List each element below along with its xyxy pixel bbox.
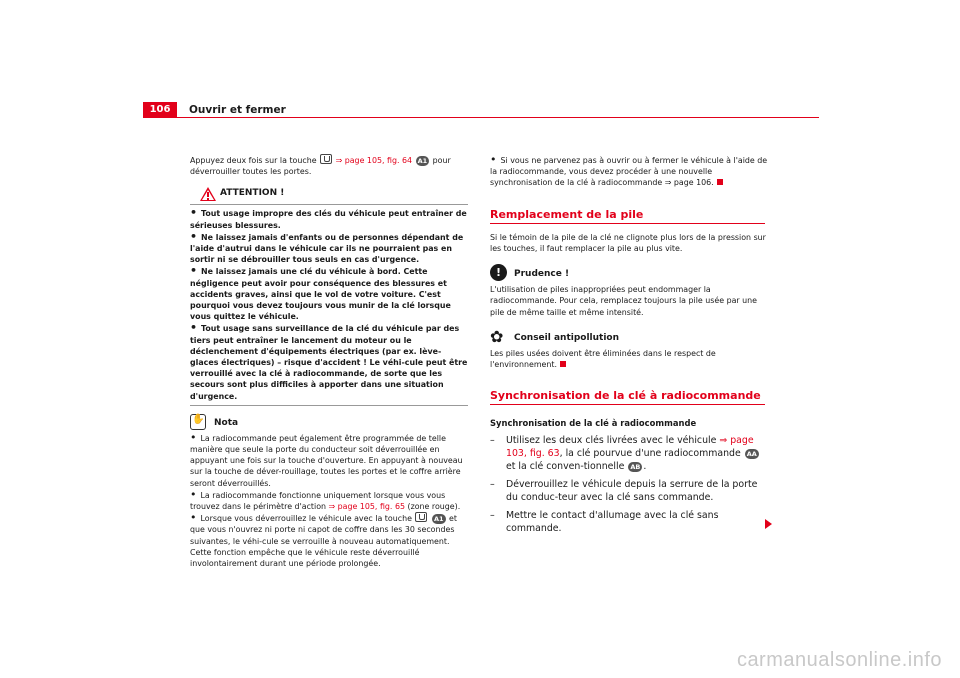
watermark: carmanualsonline.info (736, 649, 942, 671)
callout-badge: AB (630, 463, 641, 472)
env-text: Les piles usées doivent être éliminées dans le respect de l'environnement. (490, 348, 716, 370)
attention-title: ATTENTION ! (220, 188, 285, 199)
page-reference-link[interactable]: ⇒ page 105, fig. 65 (328, 502, 405, 512)
nota-item: • La radiocommande fonctionne uniquement lorsque vous vous trouvez dans le périmètre d'action ⇒ page 105, fig. 65 (zone rouge). (190, 489, 468, 512)
prudence-text: L'utilisation de piles inappropriées peut endommager la radiocommande. Pour cela, remplacez toujours la pile usée par une pile de même taille et même intensité. (490, 285, 758, 317)
end-square-icon (560, 361, 566, 367)
unlock-key-icon (415, 512, 427, 522)
section-title-sync: Synchronisation de la clé à radiocommande (490, 390, 765, 405)
section-title-battery: Remplacement de la pile (490, 209, 765, 224)
page-reference-link[interactable]: ⇒ page 103, fig. 63 (506, 434, 754, 460)
nota-header (190, 414, 468, 432)
nota-item: • Lorsque vous déverrouillez le véhicule avec la touche A1 et que vous n'ouvrez ni porte ni capot de coffre dans les 30 secondes suivantes, le véhi-cule se verrouille à nouveau automatiquement. Cette fonction empêche que le véhicule reste déverrouillé involontairement durant une période prolongée. (190, 512, 468, 569)
header-rule (177, 117, 819, 118)
flower-icon: ✿ (490, 326, 504, 346)
left-column (190, 154, 468, 569)
prudence-header (490, 264, 770, 284)
intro-paragraph: Appuyez deux fois sur la touche ⇒ page 105, fig. 64 A1 pour déverrouiller toutes les portes. (190, 156, 451, 177)
page-number-box (143, 102, 177, 118)
callout-badge: AA (746, 450, 757, 459)
hand-note-icon (190, 414, 206, 430)
prudence-title: Prudence ! (514, 269, 570, 280)
attention-rule (190, 204, 468, 205)
battery-text: Si le témoin de la pile de la clé ne clignote plus lors de la pression sur les touches, il faut remplacer la pile au plus vite. (490, 232, 766, 254)
nota-item: • La radiocommande peut également être programmée de telle manière que seule la porte du conducteur soit déverrouillée en appuyant une fois sur la touche d'ouverture. En appuyant à nouveau sur la touche de déver-rouillage, toutes les portes et le coffre arrière seront déverrouillés. (190, 432, 468, 489)
attention-header (190, 185, 468, 204)
right-column (490, 154, 770, 535)
attention-item: • Ne laissez jamais d'enfants ou de personnes dépendant de l'aide d'autrui dans le véhicule car ils ne pourraient pas en sortir ni se débrouiller tous seuls en cas d'urgence. (190, 231, 468, 266)
page-title: Ouvrir et fermer (189, 104, 286, 116)
callout-badge: A1 (433, 515, 444, 524)
sync-step: – Utilisez les deux clés livrées avec le véhicule ⇒ page 103, fig. 63, la clé pourvue d'une radiocommande AA et la clé conven-tionnelle AB . (490, 434, 770, 474)
sync-subtitle: Synchronisation de la clé à radiocommande (490, 418, 697, 429)
callout-badge: A1 (417, 157, 428, 165)
env-header (490, 328, 770, 348)
attention-item: • Ne laissez jamais une clé du véhicule à bord. Cette négligence peut avoir pour conséquence des blessures et accidents graves, ainsi que le vol de votre voiture. C'est pourquoi vous devez toujours vous munir de la clé lorsque vous quittez le véhicule. (190, 265, 468, 322)
exclamation-icon: ! (490, 264, 507, 281)
attention-box (190, 185, 468, 405)
end-square-icon (717, 179, 723, 185)
sync-step: – Déverrouillez le véhicule depuis la serrure de la porte du conduc-teur avec la clé sans commande. (490, 478, 770, 505)
sync-step: – Mettre le contact d'allumage avec la clé sans commande. (490, 509, 770, 536)
env-title: Conseil antipollution (514, 332, 620, 343)
continue-arrow-icon (765, 519, 772, 529)
sync-bullet: • Si vous ne parvenez pas à ouvrir ou à fermer le véhicule à l'aide de la radiocommande, vous devez procéder à une nouvelle synchronisation de la clé à radiocommande ⇒ page 106. (490, 154, 770, 189)
page-number: 106 (149, 104, 171, 115)
page-reference-link[interactable]: ⇒ page 105, fig. 64 (335, 156, 413, 165)
unlock-key-icon (320, 154, 332, 164)
attention-item: • Tout usage impropre des clés du véhicule peut entraîner de sérieuses blessures. (190, 207, 468, 230)
nota-title: Nota (214, 417, 239, 428)
attention-item: • Tout usage sans surveillance de la clé du véhicule par des tiers peut entraîner le lancement du moteur ou le déclenchement d'équipements électriques (par ex. lève-glaces électriques) – risque d'accident ! Le véhi-cule peut être verrouillé avec la clé à radiocommande, de sorte que les secours sont plus difficiles à apporter dans une situation d'urgence. (190, 322, 468, 401)
